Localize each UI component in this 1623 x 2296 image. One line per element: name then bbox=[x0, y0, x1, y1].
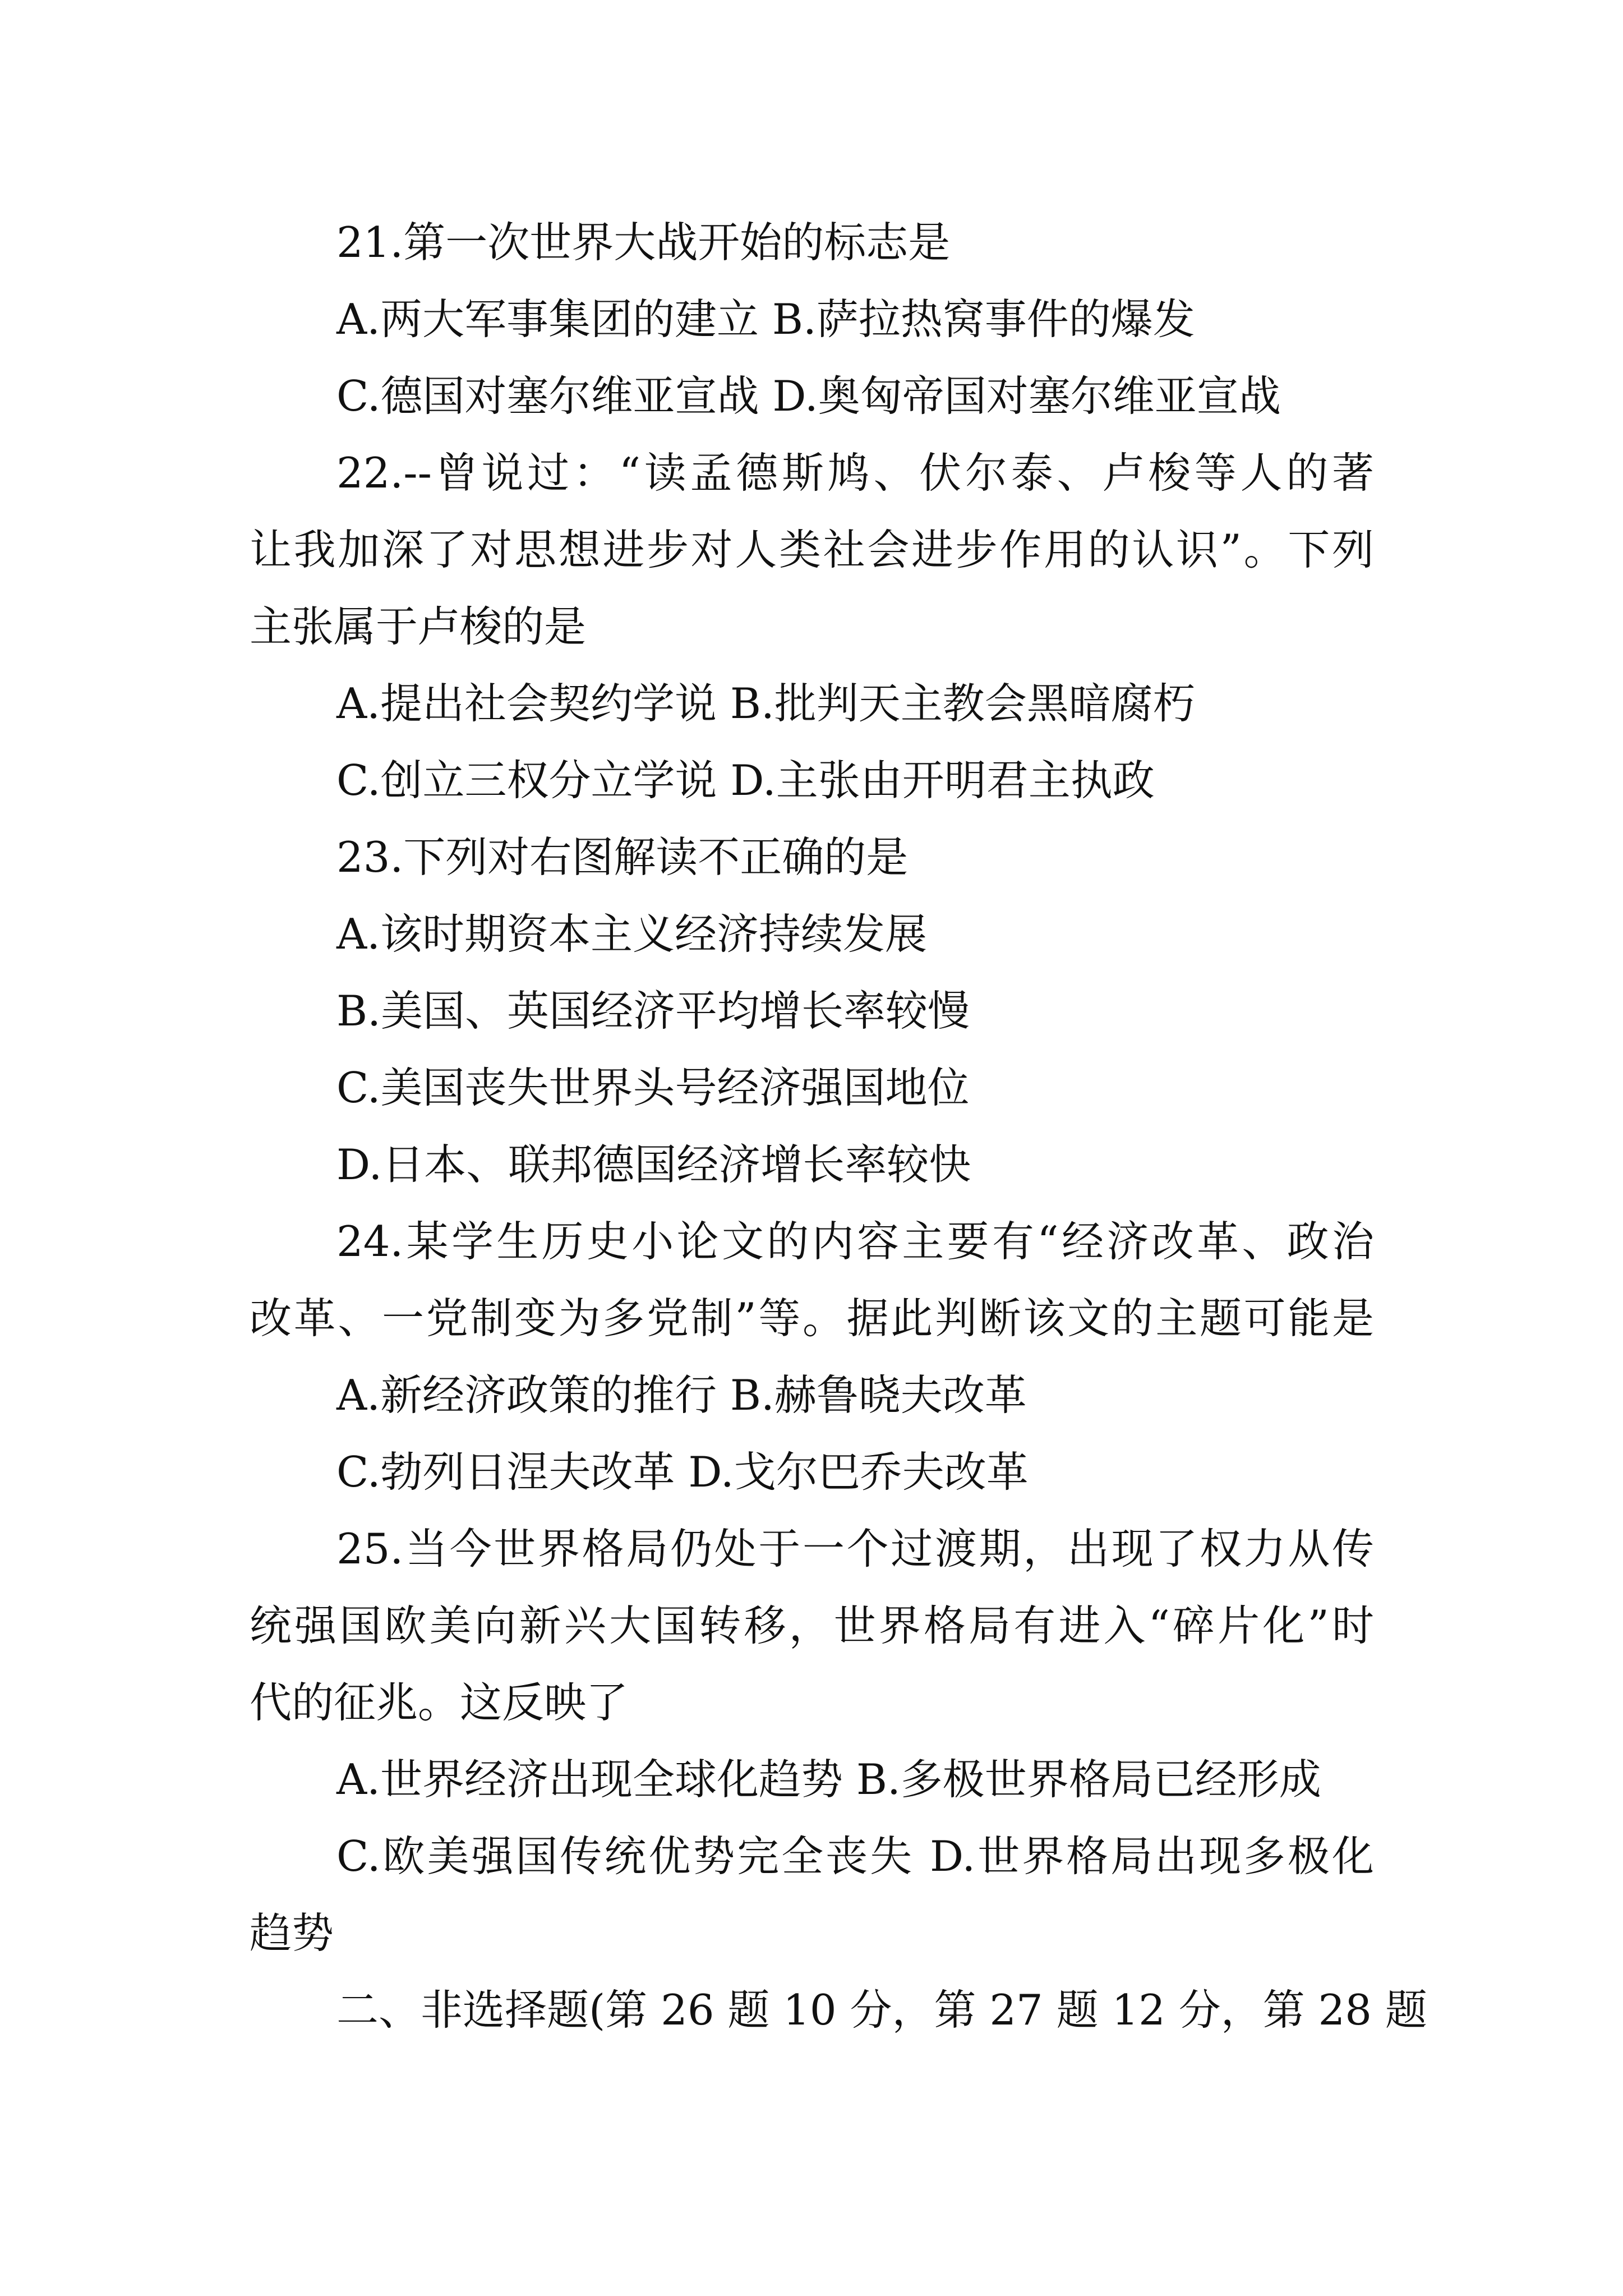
question-24-options-ab: A.新经济政策的推行 B.赫鲁晓夫改革 bbox=[336, 1370, 1027, 1420]
question-25-options-ab: A.世界经济出现全球化趋势 B.多极世界格局已经形成 bbox=[336, 1755, 1321, 1804]
question-23-option-d: D.日本、联邦德国经济增长率较快 bbox=[336, 1140, 971, 1189]
question-25-options-cd: C.欧美强国传统优势完全丧失 D.世界格局出现多极化 bbox=[336, 1832, 1374, 1881]
question-23-option-b: B.美国、英国经济平均增长率较慢 bbox=[336, 986, 970, 1036]
question-21-options-ab: A.两大军事集团的建立 B.萨拉热窝事件的爆发 bbox=[336, 295, 1195, 344]
question-25-options-cd-continued: 趋势 bbox=[250, 1908, 334, 1958]
question-21-options-cd: C.德国对塞尔维亚宣战 D.奥匈帝国对塞尔维亚宣战 bbox=[336, 371, 1281, 421]
section-2-heading: 二、非选择题(第 26 题 10 分，第 27 题 12 分，第 28 题 bbox=[336, 1985, 1427, 2035]
question-21-stem: 21.第一次世界大战开始的标志是 bbox=[336, 218, 951, 267]
question-24-options-cd: C.勃列日涅夫改革 D.戈尔巴乔夫改革 bbox=[336, 1447, 1029, 1497]
question-23-option-c: C.美国丧失世界头号经济强国地位 bbox=[336, 1063, 970, 1112]
question-22-options-cd: C.创立三权分立学说 D.主张由开明君主执政 bbox=[336, 756, 1155, 805]
question-23-option-a: A.该时期资本主义经济持续发展 bbox=[336, 909, 928, 959]
question-22-options-ab: A.提出社会契约学说 B.批判天主教会黑暗腐朽 bbox=[336, 679, 1195, 728]
question-22-stem-line-1: 22.--曾说过：“读孟德斯鸠、伏尔泰、卢梭等人的著 bbox=[336, 448, 1374, 498]
question-23-stem: 23.下列对右图解读不正确的是 bbox=[336, 832, 909, 882]
question-25-stem-line-3: 代的征兆。这反映了 bbox=[250, 1678, 629, 1727]
question-25-stem-line-2: 统强国欧美向新兴大国转移，世界格局有进入“碎片化”时 bbox=[250, 1601, 1374, 1650]
question-24-stem-line-1: 24.某学生历史小论文的内容主要有“经济改革、政治 bbox=[336, 1217, 1374, 1266]
question-22-stem-line-3: 主张属于卢梭的是 bbox=[250, 602, 587, 651]
question-24-stem-line-2: 改革、一党制变为多党制”等。据此判断该文的主题可能是 bbox=[250, 1294, 1374, 1343]
question-22-stem-line-2: 让我加深了对思想进步对人类社会进步作用的认识”。下列 bbox=[250, 525, 1374, 574]
question-25-stem-line-1: 25.当今世界格局仍处于一个过渡期，出现了权力从传 bbox=[336, 1524, 1374, 1573]
